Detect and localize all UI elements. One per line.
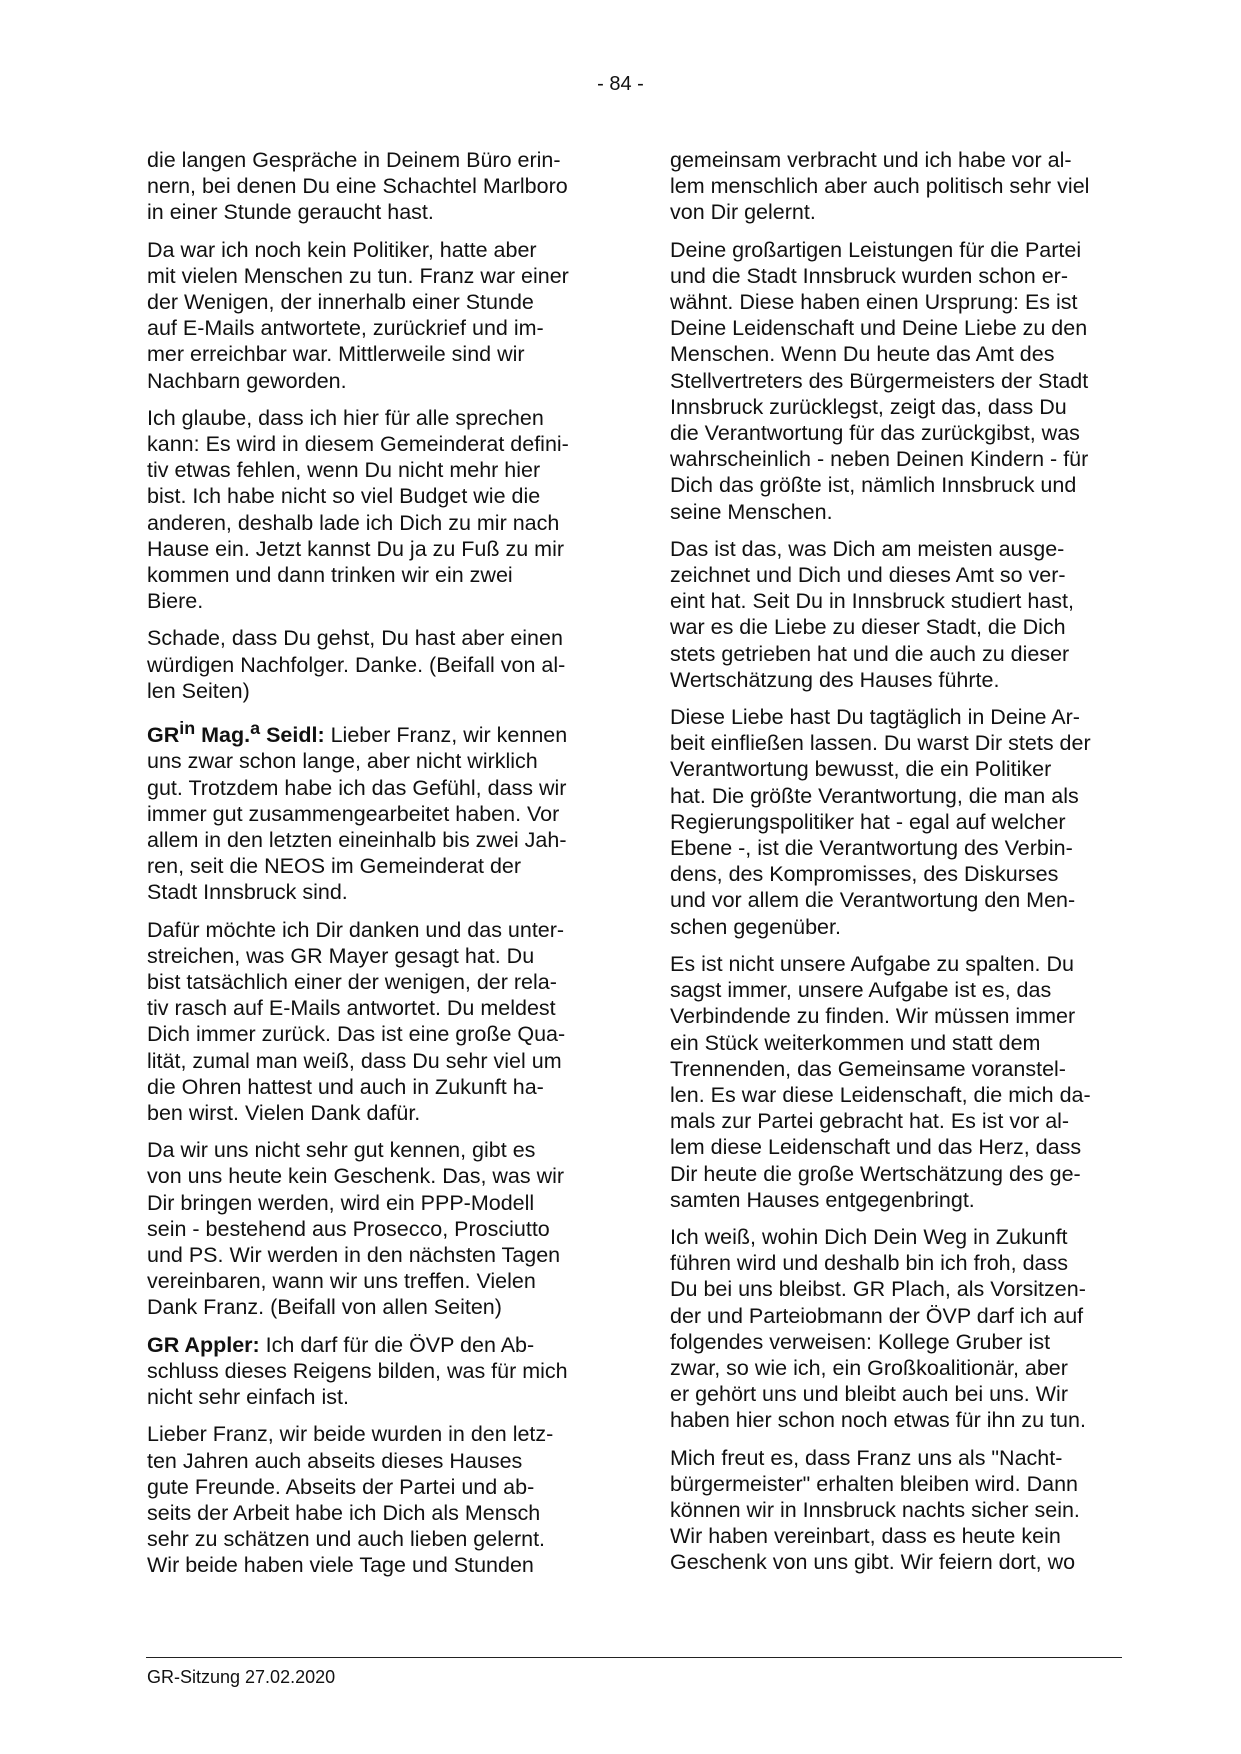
- text-line: bürgermeister" erhalten bleiben wird. Dann: [670, 1471, 1078, 1496]
- text-line: Hause ein. Jetzt kannst Du ja zu Fuß zu mir: [147, 536, 565, 561]
- text-line: Ich weiß, wohin Dich Dein Weg in Zukunft: [670, 1224, 1068, 1249]
- text-line: uns zwar schon lange, aber nicht wirklich: [147, 749, 538, 774]
- text-line: Mich freut es, dass Franz uns als "Nacht-: [670, 1445, 1063, 1470]
- paragraph: [670, 237, 1122, 525]
- paragraph: [147, 405, 599, 615]
- text-line: Diese Liebe hast Du tagtäglich in Deine Ar-: [670, 705, 1080, 730]
- speaker-name: GR Appler:: [147, 1332, 260, 1357]
- text-line: immer gut zusammengearbeitet haben. Vor: [147, 801, 560, 826]
- paragraph: [670, 147, 1122, 226]
- text-line: Stadt Innsbruck sind.: [147, 880, 348, 905]
- text-line: Deine großartigen Leistungen für die Partei: [670, 237, 1082, 262]
- speaker-surname: Seidl:: [260, 723, 325, 748]
- text-line: die Verantwortung für das zurückgibst, was: [670, 421, 1080, 446]
- text-line: gute Freunde. Abseits der Partei und ab-: [147, 1474, 535, 1499]
- text-line: nern, bei denen Du eine Schachtel Marlboro: [147, 174, 568, 199]
- text-line: Lieber Franz, wir beide wurden in den letz-: [147, 1422, 554, 1447]
- text-line: kann: Es wird in diesem Gemeinderat defini-: [147, 432, 569, 457]
- paragraph: [670, 536, 1122, 693]
- text-line: allem in den letzten eineinhalb bis zwei Jah-: [147, 828, 567, 853]
- text-line: hat. Die größte Verantwortung, die man als: [670, 783, 1079, 808]
- text-line: beit einfließen lassen. Du warst Dir stets der: [670, 731, 1091, 756]
- text-line: nicht sehr einfach ist.: [147, 1385, 349, 1410]
- paragraph: [670, 951, 1122, 1213]
- text-line: Dafür möchte ich Dir danken und das unter-: [147, 917, 565, 942]
- text-line: Verantwortung bewusst, die ein Politiker: [670, 757, 1052, 782]
- text-line: [147, 1332, 599, 1358]
- paragraph-speaker-appler: [147, 1332, 599, 1411]
- text-line: vereinbaren, wann wir uns treffen. Vielen: [147, 1269, 536, 1294]
- text-line: schen gegenüber.: [670, 914, 841, 939]
- text-line: Innsbruck zurücklegst, zeigt das, dass Du: [670, 394, 1067, 419]
- text-line: Geschenk von uns gibt. Wir feiern dort, wo: [670, 1550, 1076, 1575]
- text-line: lem menschlich aber auch politisch sehr viel: [670, 174, 1090, 199]
- text-line: anderen, deshalb lade ich Dich zu mir nach: [147, 510, 560, 535]
- text-line: zeichnet und Dich und dieses Amt so ver-: [670, 563, 1066, 588]
- text-line: stets getrieben hat und die auch zu dieser: [670, 641, 1070, 666]
- right-column: [670, 147, 1122, 1587]
- text-line: können wir in Innsbruck nachts sicher sein.: [670, 1497, 1080, 1522]
- text-line: lität, zumal man weiß, dass Du sehr viel um: [147, 1048, 562, 1073]
- text-line: sehr zu schätzen und auch lieben gelernt.: [147, 1527, 546, 1552]
- text-line: haben hier schon noch etwas für ihn zu tun.: [670, 1408, 1086, 1433]
- text-line: Ebene -, ist die Verantwortung des Verbin-: [670, 836, 1073, 861]
- speech-text: Lieber Franz, wir kennen: [324, 723, 568, 748]
- text-line: Du bei uns bleibst. GR Plach, als Vorsitzen-: [670, 1277, 1086, 1302]
- text-line: Ich glaube, dass ich hier für alle sprechen: [147, 405, 544, 430]
- text-line: war es die Liebe zu dieser Stadt, die Dich: [670, 615, 1066, 640]
- text-line: mit vielen Menschen zu tun. Franz war einer: [147, 263, 569, 288]
- paragraph: [670, 704, 1122, 940]
- speaker-name: [147, 718, 325, 748]
- text-line: Da wir uns nicht sehr gut kennen, gibt es: [147, 1138, 536, 1163]
- text-line: von Dir gelernt.: [670, 200, 816, 225]
- text-line: in einer Stunde geraucht hast.: [147, 200, 434, 225]
- text-line: samten Hauses entgegenbringt.: [670, 1187, 975, 1212]
- paragraph: [670, 1445, 1122, 1576]
- text-line: Das ist das, was Dich am meisten ausge-: [670, 536, 1065, 561]
- text-line: gemeinsam verbracht und ich habe vor al-: [670, 148, 1072, 172]
- text-line: Biere.: [147, 589, 204, 614]
- speaker-degree: Mag.: [195, 723, 251, 748]
- text-line: sein - bestehend aus Prosecco, Prosciutto: [147, 1216, 550, 1241]
- footer-divider: [146, 1657, 1122, 1658]
- paragraph: [147, 147, 599, 226]
- text-line: lem diese Leidenschaft und das Herz, dass: [670, 1135, 1082, 1160]
- text-line: Dir bringen werden, wird ein PPP-Modell: [147, 1190, 535, 1215]
- text-line: kommen und dann trinken wir ein zwei: [147, 563, 513, 588]
- text-line: Stellvertreters des Bürgermeisters der Stadt: [670, 368, 1089, 393]
- text-line: Menschen. Wenn Du heute das Amt des: [670, 342, 1055, 367]
- text-line: bist. Ich habe nicht so viel Budget wie die: [147, 484, 541, 509]
- text-line: mer erreichbar war. Mittlerweile sind wir: [147, 342, 525, 367]
- text-line: seits der Arbeit habe ich Dich als Mensch: [147, 1500, 541, 1525]
- text-line: Dich das größte ist, nämlich Innsbruck und: [670, 473, 1077, 498]
- text-line: ten Jahren auch abseits dieses Hauses: [147, 1448, 523, 1473]
- text-line: ein Stück weiterkommen und statt dem: [670, 1030, 1041, 1055]
- page-number: - 84 -: [597, 73, 644, 95]
- speaker-title: GR: [147, 723, 180, 748]
- text-line: Schade, dass Du gehst, Du hast aber einen: [147, 626, 563, 651]
- text-line: Wir beide haben viele Tage und Stunden: [147, 1553, 534, 1578]
- paragraph: [147, 1137, 599, 1320]
- text-line: der Wenigen, der innerhalb einer Stunde: [147, 290, 534, 315]
- text-line: Wertschätzung des Hauses führte.: [670, 667, 1000, 692]
- text-line: Nachbarn geworden.: [147, 368, 347, 393]
- speaker-degree-suffix: a: [250, 718, 261, 739]
- text-line: die Ohren hattest und auch in Zukunft ha-: [147, 1074, 544, 1099]
- text-line: folgendes verweisen: Kollege Gruber ist: [670, 1329, 1051, 1354]
- text-line: wähnt. Diese haben einen Ursprung: Es ist: [670, 290, 1078, 315]
- paragraph-speaker-seidl: [147, 715, 599, 906]
- text-line: Dich immer zurück. Das ist eine große Qua-: [147, 1022, 566, 1047]
- text-line: schluss dieses Reigens bilden, was für mich: [147, 1358, 568, 1383]
- text-line: sagst immer, unsere Aufgabe ist es, das: [670, 978, 1052, 1003]
- left-column: [147, 147, 599, 1590]
- text-line: dens, des Kompromisses, des Diskurses: [670, 862, 1059, 887]
- text-line: der und Parteiobmann der ÖVP darf ich auf: [670, 1303, 1084, 1328]
- text-line: auf E-Mails antwortete, zurückrief und im-: [147, 316, 544, 341]
- text-line: Da war ich noch kein Politiker, hatte aber: [147, 237, 537, 262]
- speech-text: Ich darf für die ÖVP den Ab-: [259, 1332, 535, 1357]
- paragraph: [147, 917, 599, 1127]
- text-line: und vor allem die Verantwortung den Men-: [670, 888, 1076, 913]
- text-line: eint hat. Seit Du in Innsbruck studiert hast,: [670, 589, 1074, 614]
- text-line: ben wirst. Vielen Dank dafür.: [147, 1101, 421, 1126]
- text-line: Dank Franz. (Beifall von allen Seiten): [147, 1295, 502, 1320]
- text-line: len. Es war diese Leidenschaft, die mich da-: [670, 1082, 1091, 1107]
- paragraph: [147, 625, 599, 704]
- text-line: führen wird und deshalb bin ich froh, dass: [670, 1251, 1068, 1276]
- text-line: Dir heute die große Wertschätzung des ge-: [670, 1161, 1081, 1186]
- text-line: [147, 715, 599, 748]
- text-line: seine Menschen.: [670, 499, 833, 524]
- text-line: Es ist nicht unsere Aufgabe zu spalten. Du: [670, 951, 1074, 976]
- text-line: Trennenden, das Gemeinsame voranstel-: [670, 1056, 1066, 1081]
- text-line: und die Stadt Innsbruck wurden schon er-: [670, 263, 1068, 288]
- text-line: tiv rasch auf E-Mails antwortet. Du meldest: [147, 996, 556, 1021]
- text-line: Deine Leidenschaft und Deine Liebe zu den: [670, 316, 1088, 341]
- text-line: streichen, was GR Mayer gesagt hat. Du: [147, 943, 535, 968]
- text-line: würdigen Nachfolger. Danke. (Beifall von al-: [147, 652, 566, 677]
- paragraph: [670, 1224, 1122, 1434]
- text-line: Verbindende zu finden. Wir müssen immer: [670, 1004, 1076, 1029]
- text-line: zwar, so wie ich, ein Großkoalitionär, aber: [670, 1355, 1068, 1380]
- text-line: bist tatsächlich einer der wenigen, der rela-: [147, 970, 557, 995]
- text-line: mals zur Partei gebracht hat. Es ist vor al-: [670, 1109, 1070, 1134]
- paragraph: [147, 237, 599, 394]
- text-line: Wir haben vereinbart, dass es heute kein: [670, 1524, 1061, 1549]
- text-line: von uns heute kein Geschenk. Das, was wir: [147, 1164, 565, 1189]
- text-line: die langen Gespräche in Deinem Büro erin-: [147, 148, 561, 172]
- text-line: er gehört uns und bleibt auch bei uns. Wir: [670, 1382, 1068, 1407]
- text-line: und PS. Wir werden in den nächsten Tagen: [147, 1243, 561, 1268]
- text-line: Regierungspolitiker hat - egal auf welcher: [670, 809, 1066, 834]
- text-line: tiv etwas fehlen, wenn Du nicht mehr hier: [147, 458, 541, 483]
- footer-session-date: GR-Sitzung 27.02.2020: [147, 1667, 336, 1687]
- text-line: len Seiten): [147, 678, 250, 703]
- text-line: gut. Trotzdem habe ich das Gefühl, dass wir: [147, 775, 567, 800]
- text-line: ren, seit die NEOS im Gemeinderat der: [147, 854, 522, 879]
- paragraph: [147, 1421, 599, 1578]
- text-line: wahrscheinlich - neben Deinen Kindern - für: [670, 447, 1089, 472]
- speaker-title-suffix: in: [179, 718, 196, 739]
